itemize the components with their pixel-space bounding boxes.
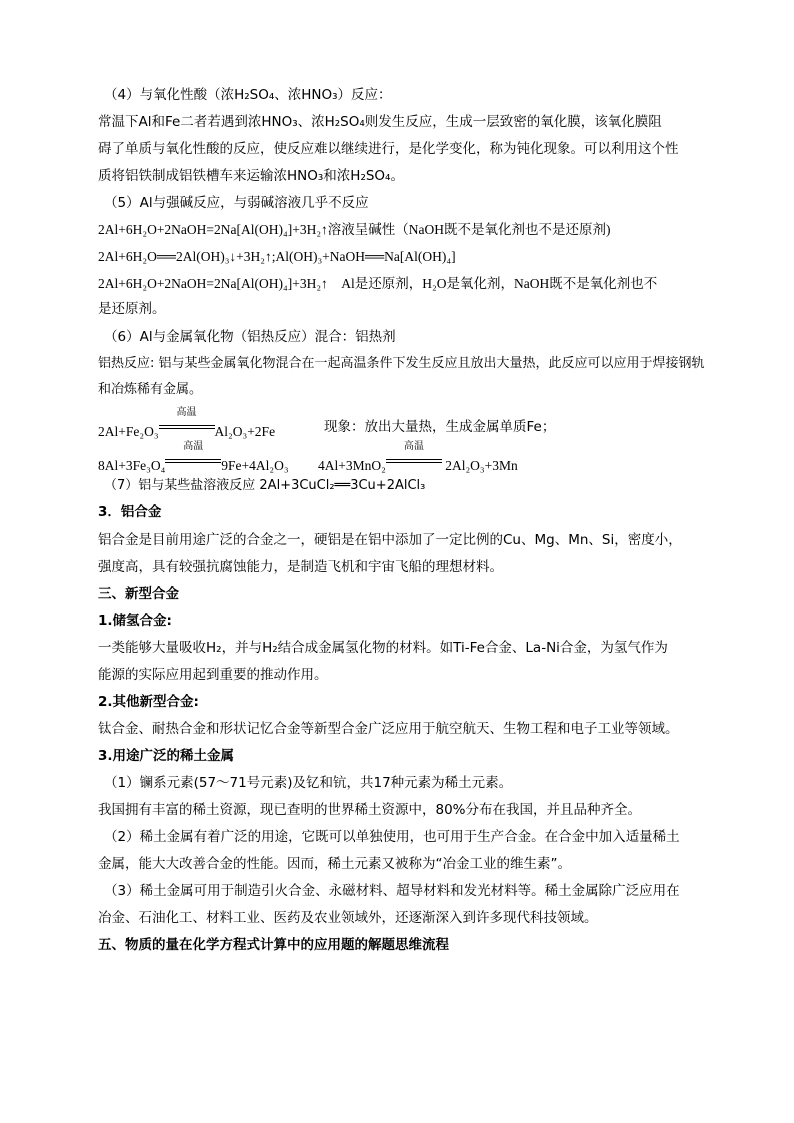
para-rare-earth-3b: 金属，能大大改善合金的性能。因而，稀土元素又被称为“冶金工业的维生素”。 [98, 856, 571, 872]
equation-al-naoh-2: 2Al+6H₂O+2NaOH=2Na[Al(OH)₄]+3H₂↑ Al是还原剂，H₂O是氧化剂，NaOH既不是氧化剂也不 [98, 276, 658, 291]
high-temperature-arrow [165, 441, 221, 470]
heading-new-alloys: 三、新型合金 [98, 586, 179, 602]
heading-aluminum-alloy: 3．铝合金 [98, 504, 162, 520]
para-hydrogen-line-1: 一类能够大量吸收H₂，并与H₂结合成金属氢化物的材料。如Ti-Fe合金、La-Ni合金，为氢气作为 [98, 640, 668, 656]
para-passivation-line-3: 质将铝铁制成铝铁槽车来运输浓HNO₃和浓H₂SO₄。 [98, 168, 404, 184]
equation-thermite-fe3o4 [98, 441, 289, 475]
para-rare-earth-4b: 冶金、石油化工、材料工业、医药及农业领域外，还逐渐深入到许多现代科技领域。 [98, 910, 598, 926]
high-temperature-arrow [386, 441, 442, 470]
condition-label: 高温 [403, 441, 424, 452]
para-reducing-agent-end: 是还原剂。 [98, 301, 166, 317]
phenomenon-note: 现象：放出大量热，生成金属单质Fe； [324, 419, 556, 435]
heading-other-alloys: 2.其他新型合金: [98, 694, 199, 710]
heading-calculation-flow: 五、物质的量在化学方程式计算中的应用题的解题思维流程 [98, 937, 449, 953]
para-alloy-line-2: 强度高，具有较强抗腐蚀能力，是制造飞机和宇宙飞船的理想材料。 [98, 559, 503, 575]
equation-reactants: 4Al+3MnO₂ [318, 458, 386, 473]
equation-products: 2Al₂O₃+3Mn [445, 458, 518, 473]
para-rare-earth-3a: （2）稀土金属有着广泛的用途，它既可以单独使用，也可用于生产合金。在合金中加入适量稀土 [104, 829, 680, 845]
condition-label: 高温 [183, 441, 204, 452]
equation-al-naoh-1: 2Al+6H₂O+2NaOH=2Na[Al(OH)₄]+3H₂↑溶液呈碱性（NaOH既不是氧化剂也不是还原剂) [98, 222, 611, 237]
para-salt-reaction: （7）铝与某些盐溶液反应 2Al+3CuCl₂══3Cu+2AlCl₃ [104, 478, 426, 493]
para-rare-earth-1: （1）镧系元素(57～71号元素)及钇和钪，共17种元素为稀土元素。 [104, 775, 513, 791]
para-rare-earth-2: 我国拥有丰富的稀土资源，现已查明的世界稀土资源中，80%分布在我国，并且品种齐全。 [98, 802, 642, 818]
para-passivation-line-1: 常温下Al和Fe二者若遇到浓HNO₃、浓H₂SO₄则发生反应，生成一层致密的氧化膜，该氧化膜阻 [98, 114, 662, 130]
heading-rare-earth: 3.用途广泛的稀土金属 [98, 748, 235, 764]
para-other-alloys: 钛合金、耐热合金和形状记忆合金等新型合金广泛应用于航空航天、生物工程和电子工业等领域。 [98, 721, 679, 737]
para-thermite-line-1: 铝热反应: 铝与某些金属氧化物混合在一起高温条件下发生反应且放出大量热，此反应可以应用于焊接钢轨 [98, 356, 705, 371]
equation-al-water: 2Al+6H₂O══2Al(OH)₃↓+3H₂↑;Al(OH)₃+NaOH══Na[Al(OH)₄] [98, 249, 456, 264]
condition-label: 高温 [176, 407, 197, 418]
equation-products: 9Fe+4Al₂O₃ [221, 458, 289, 473]
para-rare-earth-4a: （3）稀土金属可用于制造引火合金、永磁材料、超导材料和发光材料等。稀土金属除广泛应用在 [104, 883, 680, 899]
heading-hydrogen-storage: 1.储氢合金: [98, 613, 172, 629]
para-strong-base-heading: （5）Al与强碱反应，与弱碱溶液几乎不反应 [104, 195, 369, 211]
para-hydrogen-line-2: 能源的实际应用起到重要的推动作用。 [98, 667, 328, 683]
equation-thermite-mno2 [318, 441, 518, 475]
high-temperature-arrow [159, 407, 215, 436]
equation-reactants: 8Al+3Fe₃O₄ [98, 458, 166, 473]
para-oxidizing-acid-heading: （4）与氧化性酸（浓H₂SO₄、浓HNO₃）反应： [104, 87, 392, 103]
para-thermite-line-2: 和冶炼稀有金属。 [98, 382, 203, 397]
para-passivation-line-2: 碍了单质与氧化性酸的反应，使反应难以继续进行，是化学变化，称为钝化现象。可以利用这个性 [98, 141, 679, 157]
equation-products: Al₂O₃+2Fe [214, 424, 276, 439]
para-alloy-line-1: 铝合金是目前用途广泛的合金之一，硬铝是在铝中添加了一定比例的Cu、Mg、Mn、Si，密度小， [98, 532, 682, 548]
equation-reactants: 2Al+Fe₂O₃ [98, 424, 159, 439]
para-thermite-heading: （6）Al与金属氧化物（铝热反应）混合：铝热剂 [104, 329, 396, 345]
